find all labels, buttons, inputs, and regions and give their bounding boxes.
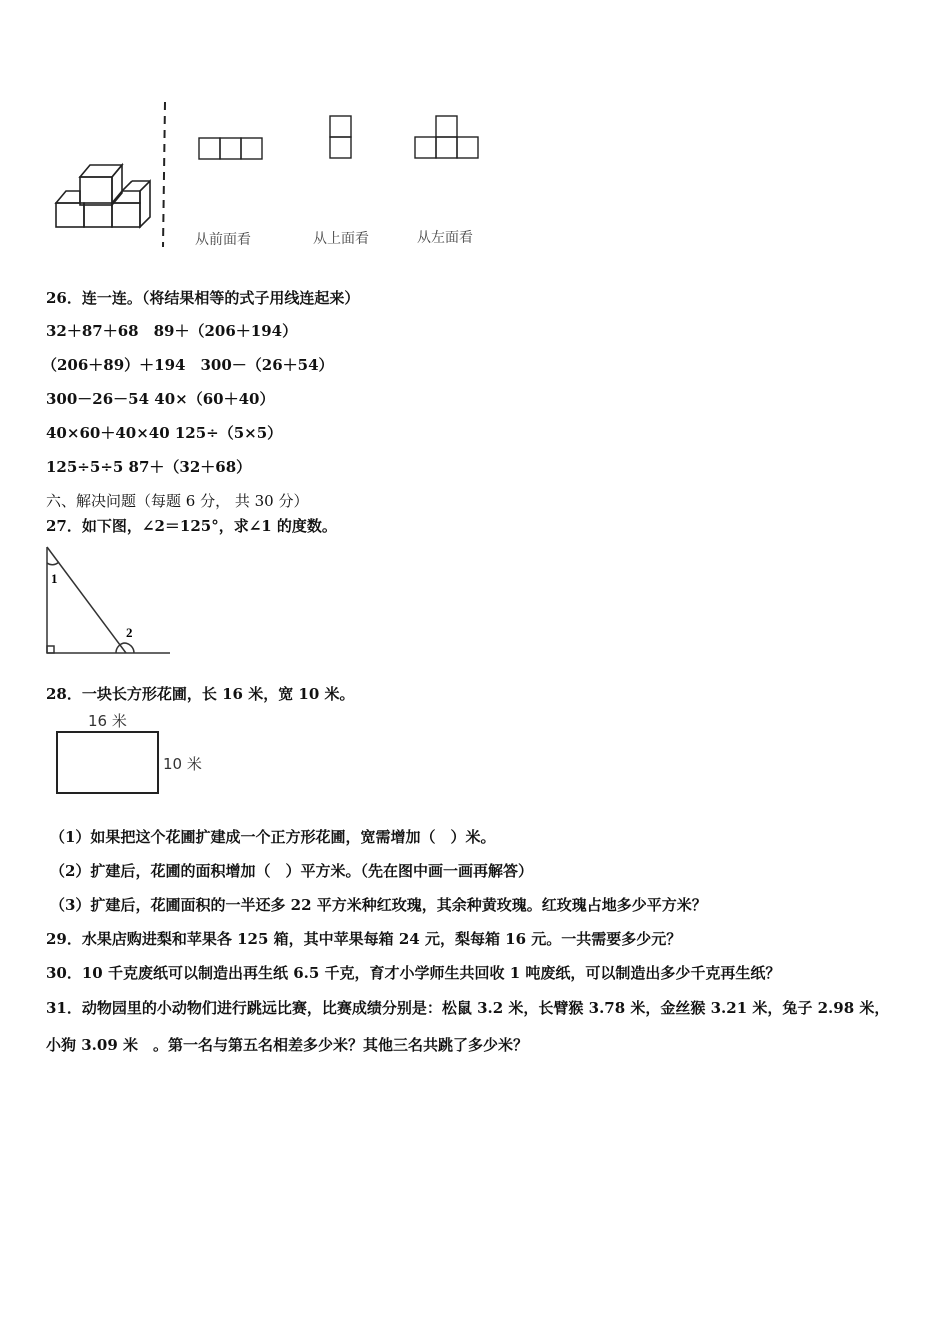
q28-subquestion-2: （2）扩建后，花圃的面积增加（ ）平方米。（先在图中画一画再解答） bbox=[50, 862, 533, 880]
q26-row: （206＋89）＋194 300－（26＋54） bbox=[42, 356, 334, 374]
top-view-label: 从上面看 bbox=[313, 231, 369, 247]
cube-stack-figure bbox=[50, 155, 155, 235]
q28-subquestion-3: （3）扩建后，花圃面积的一半还多 22 平方米种红玫瑰，其余种黄玫瑰。红玫瑰占地多少平方米？ bbox=[50, 896, 707, 914]
q26-row: 300－26－54 40×（60＋40） bbox=[46, 390, 275, 408]
section-six-title: 六、解决问题（每题 6 分， 共 30 分） bbox=[46, 492, 309, 510]
rect-width-label: 10 米 bbox=[163, 755, 202, 773]
q28-subquestion-1: （1）如果把这个花圃扩建成一个正方形花圃，宽需增加（ ）米。 bbox=[50, 828, 496, 846]
angle-one-label: 1 bbox=[51, 571, 58, 586]
q28-question: 28．一块长方形花圃，长 16 米，宽 10 米。 bbox=[46, 685, 355, 703]
q26-row: 40×60＋40×40 125÷（5×5） bbox=[46, 424, 283, 442]
rect-length-label: 16 米 bbox=[88, 712, 127, 730]
q27-question: 27．如下图，∠2＝125°，求∠1 的度数。 bbox=[46, 517, 337, 535]
q30-question: 30．10 千克废纸可以制造出再生纸 6.5 千克，育才小学师生共回收 1 吨废纸，可以制造出多少千克再生纸？ bbox=[46, 964, 781, 982]
left-view-label: 从左面看 bbox=[417, 230, 473, 246]
dashed-divider bbox=[160, 102, 170, 247]
left-view-figure bbox=[414, 115, 482, 161]
front-view-label: 从前面看 bbox=[195, 232, 251, 248]
q29-question: 29．水果店购进梨和苹果各 125 箱，其中苹果每箱 24 元，梨每箱 16 元。一共需要多少元？ bbox=[46, 930, 682, 948]
q26-row: 32＋87＋68 89＋（206＋194） bbox=[46, 322, 298, 340]
q31-question-line1: 31．动物园里的小动物们进行跳远比赛，比赛成绩分别是：松鼠 3.2 米，长臂猴 3.78 米，金丝猴 3.21 米，兔子 2.98 米， bbox=[46, 999, 890, 1017]
triangle-figure bbox=[44, 545, 174, 657]
q26-row: 125÷5÷5 87＋（32＋68） bbox=[46, 458, 252, 476]
front-view-figure bbox=[198, 137, 266, 161]
garden-rectangle bbox=[56, 731, 160, 795]
q31-question-line2: 小狗 3.09 米 。第一名与第五名相差多少米？其他三名共跳了多少米？ bbox=[46, 1036, 528, 1054]
angle-two-label: 2 bbox=[126, 625, 133, 640]
q26-title: 26．连一连。（将结果相等的式子用线连起来） bbox=[46, 289, 360, 307]
top-view-figure bbox=[329, 115, 353, 161]
